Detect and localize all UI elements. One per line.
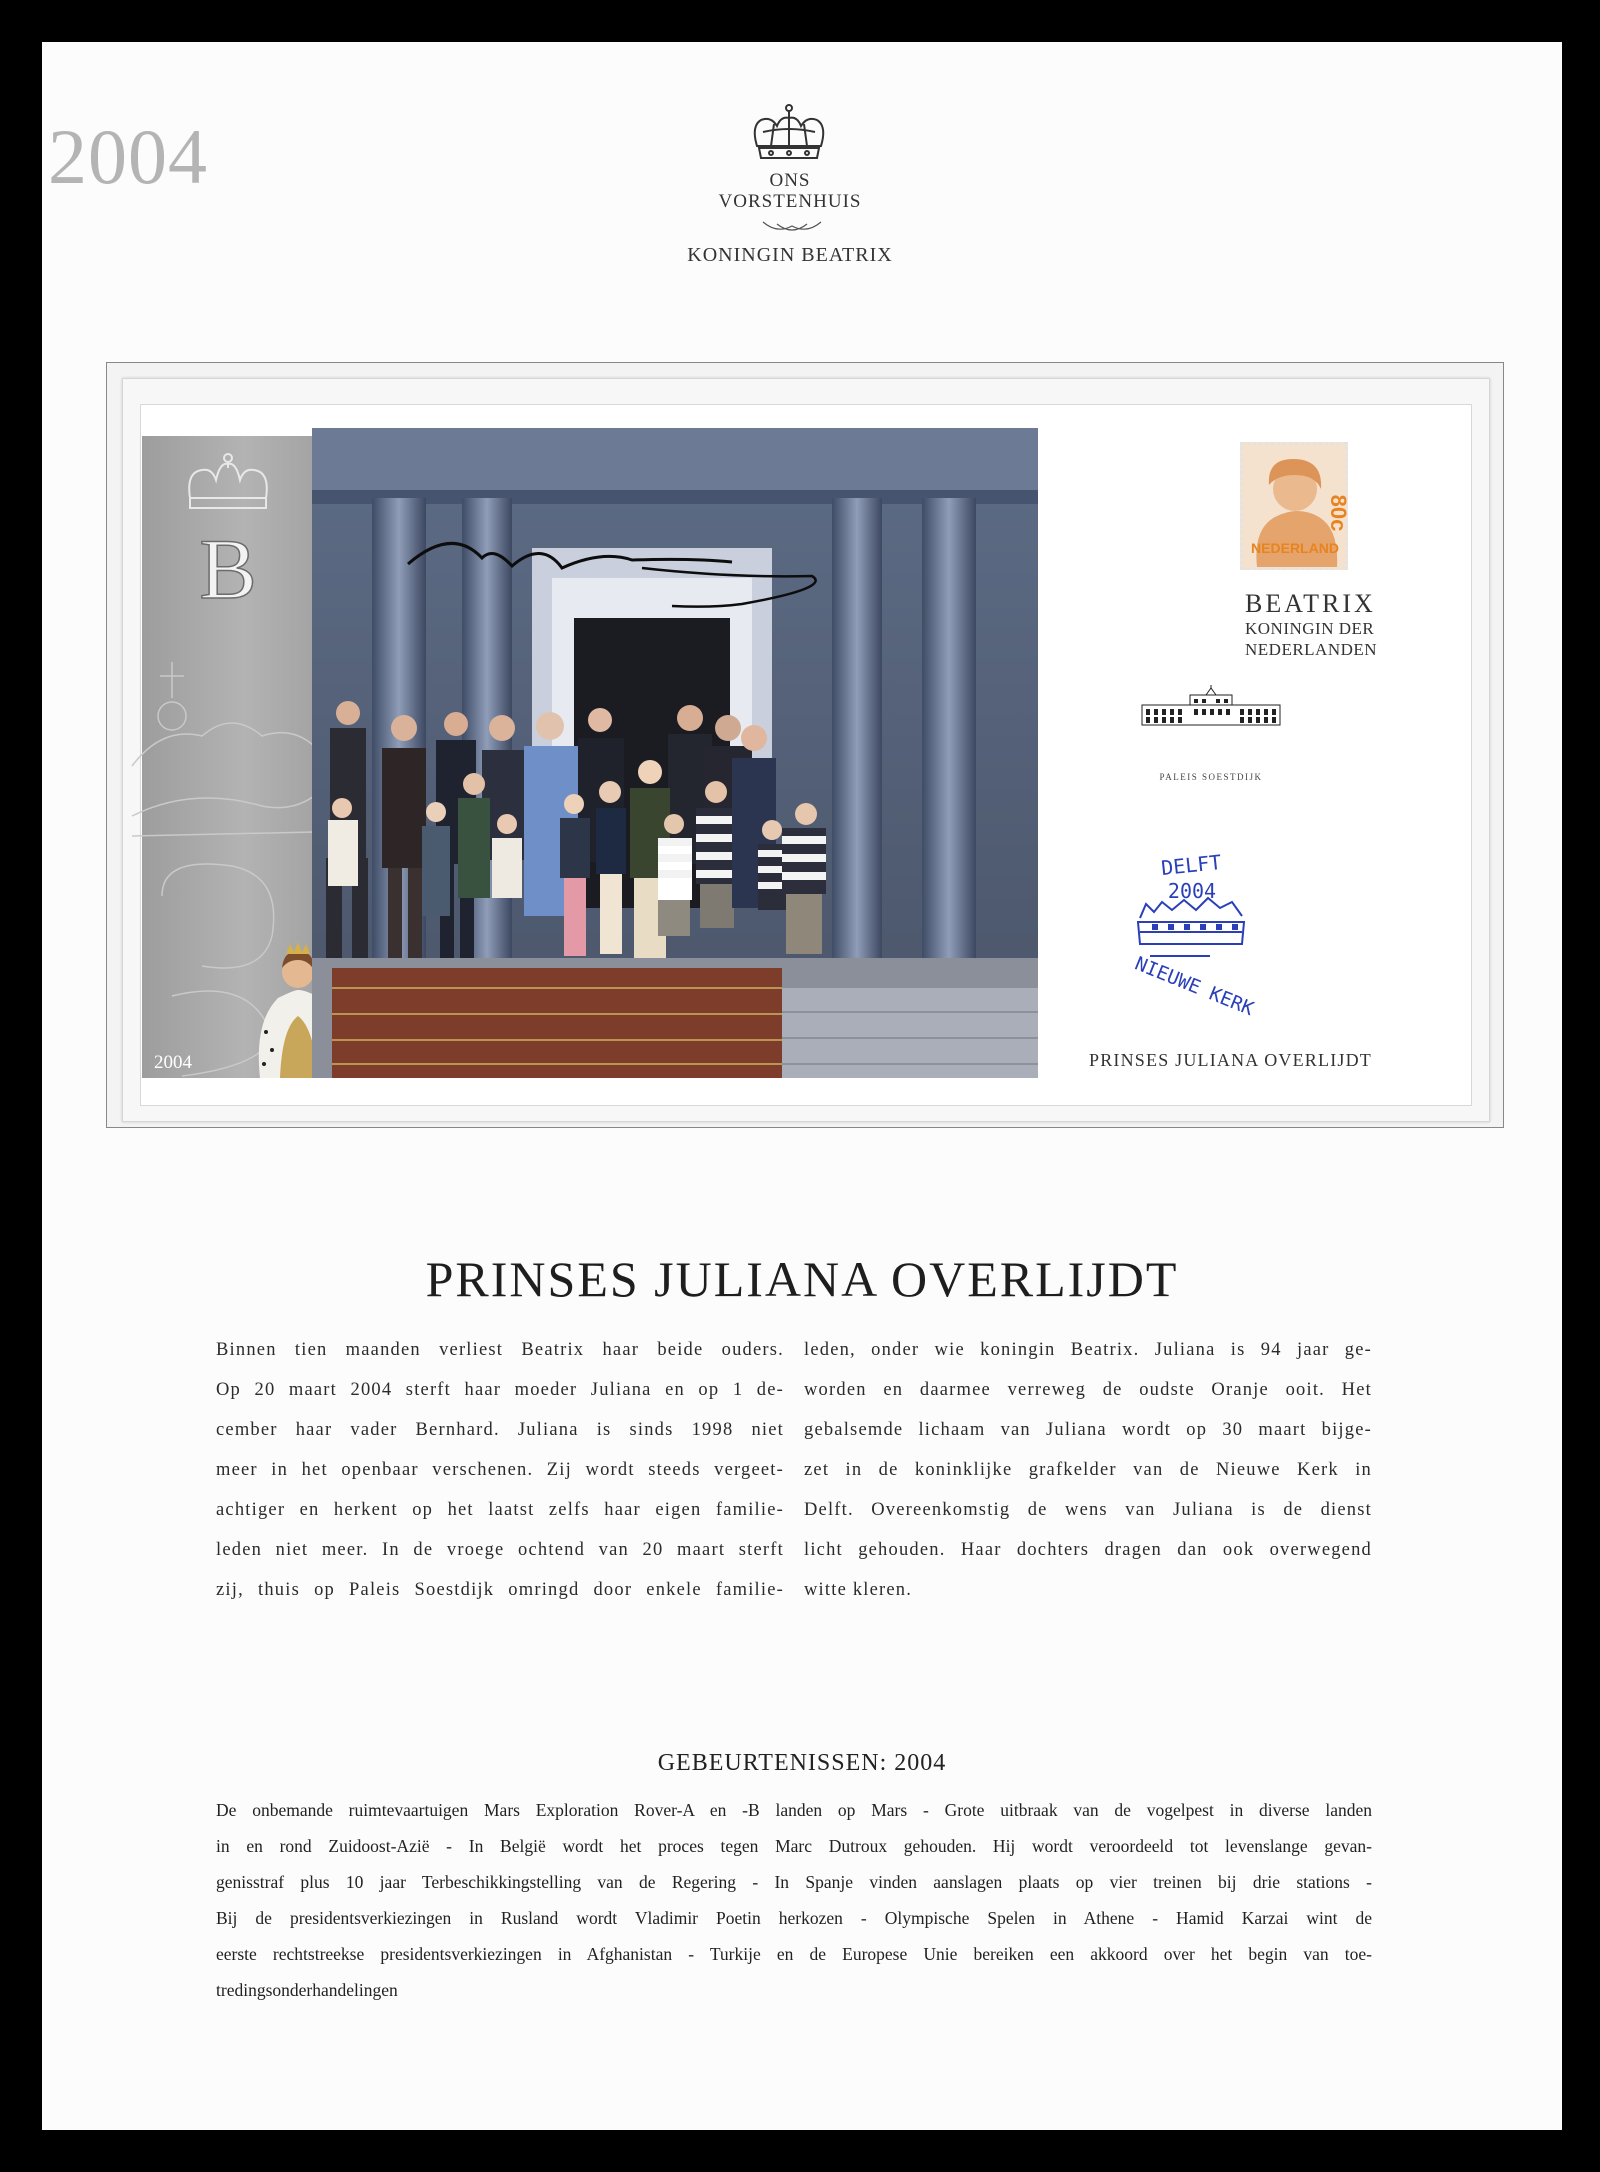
- page-subtitle: KONINGIN BEATRIX: [687, 244, 893, 266]
- text-line: zet in de koninklijke grafkelder van de Nieuwe Kerk in: [804, 1460, 1372, 1480]
- text-line: licht gehouden. Haar dochters dragen dan ook overwegend: [804, 1540, 1372, 1560]
- text-line: eerste rechtstreekse presidentsverkiezingen in Afghanistan - Turkije en de Europese Unie bereiken een akkoord over het begin van toe-: [216, 1944, 1372, 1964]
- text-line: in en rond Zuidoost-Azië - In België wordt het proces tegen Marc Dutroux gehouden. Hij wordt veroordeeld tot levenslange gevan-: [216, 1836, 1372, 1856]
- palace-steps-photo: [312, 428, 1038, 1078]
- text-line: zij, thuis op Paleis Soestdijk omringd door enkele familie-: [216, 1580, 784, 1600]
- postmark-year: 2004: [1167, 879, 1217, 903]
- article-column-left: [216, 1330, 784, 1610]
- text-line: Bij de presidentsverkiezingen in Rusland wordt Vladimir Poetin herkozen - Olympische Spelen in Athene - Hamid Karzai wint de: [216, 1908, 1372, 1928]
- text-line: worden en daarmee verreweg de oudste Oranje ooit. Het: [804, 1380, 1372, 1400]
- brand-line-2: VORSTENHUIS: [718, 191, 862, 212]
- cover-title: BEATRIX: [1245, 589, 1376, 618]
- events-title-prefix: GEBEURTENISSEN:: [657, 1750, 888, 1776]
- stamp-portrait-icon: [1243, 445, 1351, 567]
- text-line: cember haar vader Bernhard. Juliana is sinds 1998 niet: [216, 1420, 784, 1440]
- palace-drawing-icon: [1140, 687, 1282, 727]
- royal-family-photo: [312, 428, 1038, 1078]
- band-letter: B: [199, 521, 257, 617]
- postmark-cancel: [1092, 832, 1292, 1042]
- text-line: Delft. Overeenkomstig de wens van Juliana is de dienst: [804, 1500, 1372, 1520]
- brand-name: [662, 170, 918, 212]
- text-line: Op 20 maart 2004 sterft haar moeder Juliana en op 1 de-: [216, 1380, 784, 1400]
- cover-caption: PRINSES JULIANA OVERLIJDT: [1088, 1050, 1372, 1070]
- postmark-city: DELFT: [1160, 849, 1223, 881]
- events-title-year: 2004: [894, 1750, 947, 1776]
- postage-stamp: [1240, 442, 1351, 570]
- text-line: genisstraf plus 10 jaar Terbeschikkingstelling van de Regering - In Spanje vinden aanslagen plaats op vier treinen bij drie stations -: [216, 1872, 1372, 1892]
- album-page: [42, 42, 1562, 2130]
- text-line: Binnen tien maanden verliest Beatrix haar beide ouders.: [216, 1340, 784, 1360]
- palace-label: PALEIS SOESTDIJK: [1159, 772, 1263, 782]
- article-title: PRINSES JULIANA OVERLIJDT: [425, 1251, 1179, 1307]
- text-line: achtiger en herkent op het laatst zelfs haar eigen familie-: [216, 1500, 784, 1520]
- cover-title-block: [1245, 590, 1435, 660]
- article-column-right: [804, 1330, 1372, 1610]
- events-body: [216, 1792, 1372, 2008]
- text-line: leden, onder wie koningin Beatrix. Juliana is 94 jaar ge-: [804, 1340, 1372, 1360]
- ornament-icon: [761, 218, 823, 236]
- stamp-value: 80c: [1326, 494, 1351, 532]
- stamp-country: NEDERLAND: [1251, 540, 1339, 556]
- page-year: 2004: [48, 113, 208, 200]
- text-line: witte kleren.: [804, 1580, 913, 1600]
- text-line: tredingsonderhandelingen: [216, 1980, 398, 2000]
- text-line: meer in het openbaar verschenen. Zij wordt steeds vergeet-: [216, 1460, 784, 1480]
- events-title: [42, 1750, 1562, 1777]
- postmark-place: NIEUWE KERK: [1131, 952, 1257, 1021]
- cover-subtitle-1: KONINGIN DER: [1245, 619, 1375, 638]
- brand-line-1: ONS: [769, 170, 811, 191]
- text-line: De onbemande ruimtevaartuigen Mars Exploration Rover-A en -B landen op Mars - Grote uitbraak van de vogelpest in diverse landen: [216, 1800, 1372, 1820]
- text-line: gebalsemde lichaam van Juliana wordt op 30 maart bijge-: [804, 1420, 1372, 1440]
- cover-subtitle-2: NEDERLANDEN: [1245, 640, 1378, 659]
- text-line: leden niet meer. In de vroege ochtend van 20 maart sterft: [216, 1540, 784, 1560]
- crown-icon: [747, 102, 831, 166]
- band-year: 2004: [154, 1052, 192, 1073]
